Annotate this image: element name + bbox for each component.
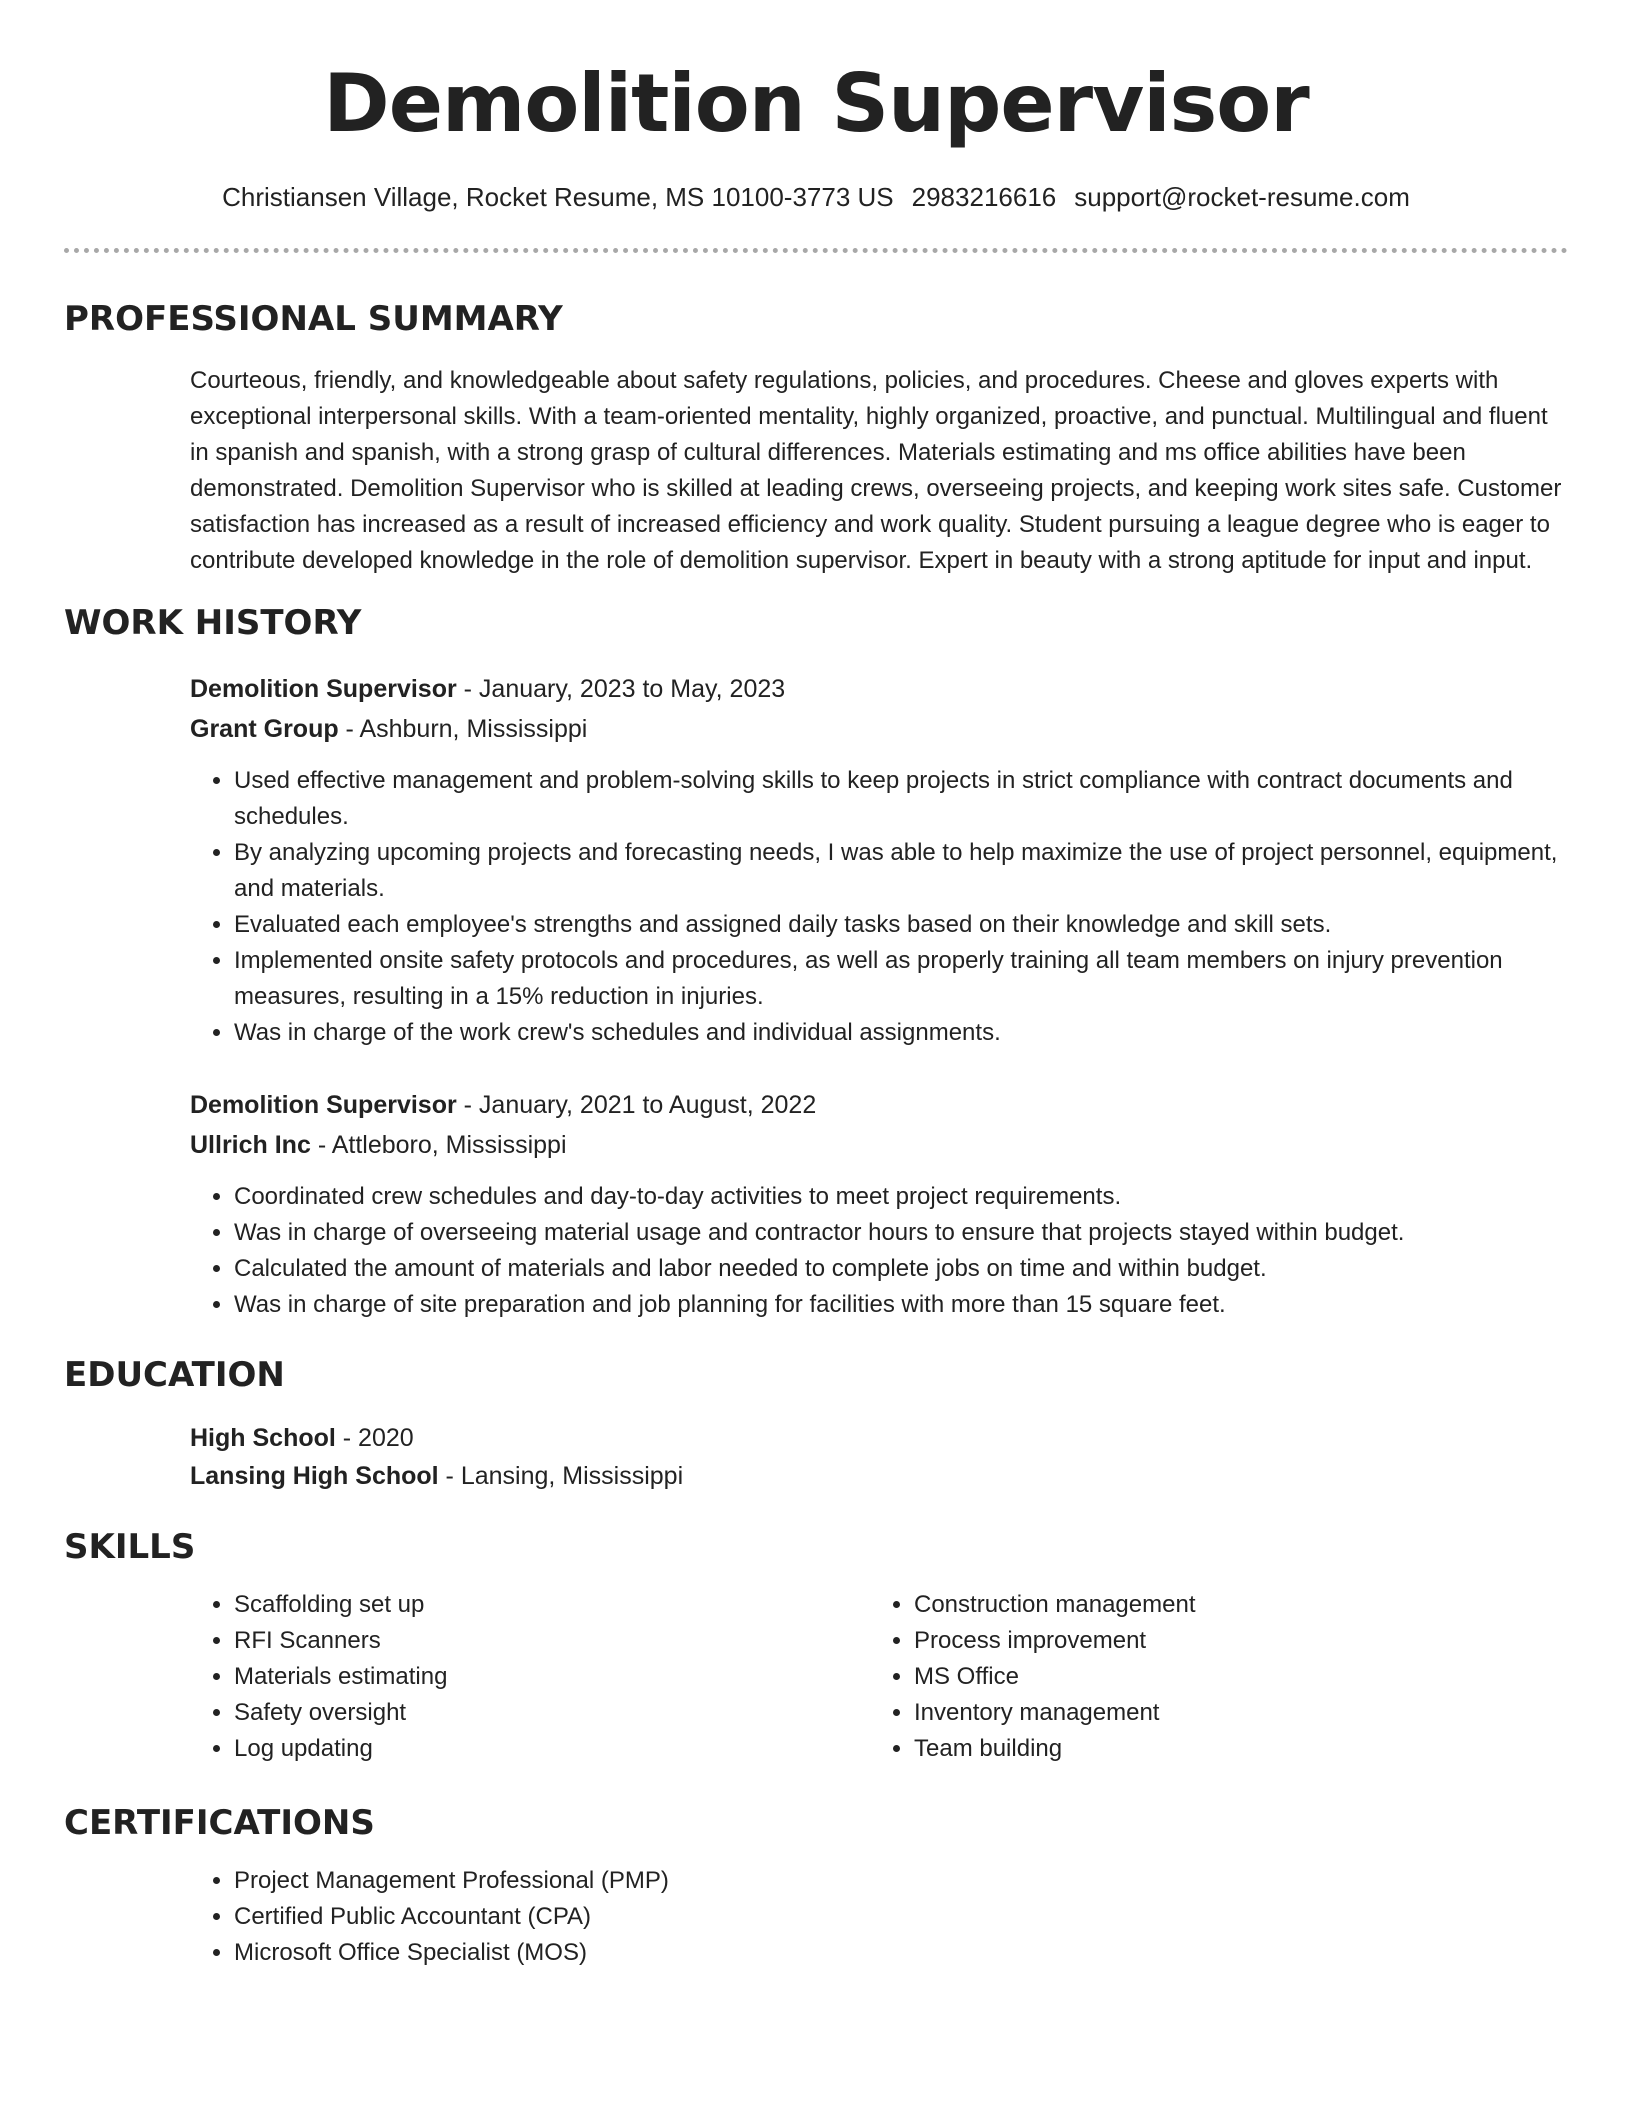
bullets bbox=[870, 1587, 1550, 1767]
job-location: - Attleboro, Mississippi bbox=[310, 1131, 567, 1159]
list-item: • Construction management bbox=[914, 1587, 1550, 1623]
education-school: Lansing High School bbox=[190, 1462, 439, 1490]
certifications-heading: CERTIFICATIONS bbox=[64, 1803, 375, 1843]
list-item: • Calculated the amount of materials and labor needed to complete jobs on time and within budget. bbox=[234, 1251, 1568, 1287]
contact-email: support@rocket-resume.com bbox=[1074, 182, 1410, 212]
job-dates: - January, 2021 to August, 2022 bbox=[456, 1091, 817, 1119]
list-item: • Used effective management and problem-solving skills to keep projects in strict compliance with contract documents and schedules. bbox=[234, 763, 1568, 835]
list-item: • Project Management Professional (PMP) bbox=[234, 1863, 1568, 1899]
job-company-line bbox=[190, 1125, 1568, 1165]
list-item: • Inventory management bbox=[914, 1695, 1550, 1731]
header-divider bbox=[64, 248, 1568, 253]
list-item: • RFI Scanners bbox=[234, 1623, 870, 1659]
job-bullets bbox=[190, 763, 1568, 1051]
job-entry bbox=[190, 1085, 1568, 1323]
list-item: • MS Office bbox=[914, 1659, 1550, 1695]
job-entry bbox=[190, 669, 1568, 1051]
list-item: • Implemented onsite safety protocols and procedures, as well as properly training all team members on injury prevention measures, resulting in a 15% reduction in injuries. bbox=[234, 943, 1568, 1015]
work-history-heading: WORK HISTORY bbox=[64, 603, 362, 643]
list-item: • Log updating bbox=[234, 1731, 870, 1767]
list-item: • Coordinated crew schedules and day-to-day activities to meet project requirements. bbox=[234, 1179, 1568, 1215]
contact-address: Christiansen Village, Rocket Resume, MS 10100-3773 US bbox=[222, 182, 894, 212]
list-item: • Was in charge of overseeing material usage and contractor hours to ensure that projects stayed within budget. bbox=[234, 1215, 1568, 1251]
summary-text: Courteous, friendly, and knowledgeable about safety regulations, policies, and procedures. Cheese and gloves experts with exceptional interpersonal skills. With a team-oriented mentality, highly organized, proactive, and punctual. Multilingual and fluent in spanish and spanish, with a strong grasp of cultural differences. Materials estimating and ms office abilities have been demonstrated. Demolition Supervisor who is skilled at leading crews, overseeing projects, and keeping work sites safe. Customer satisfaction has increased as a result of increased efficiency and work quality. Student pursuing a league degree who is eager to contribute developed knowledge in the role of demolition supervisor. Expert in beauty with a strong aptitude for input and input. bbox=[190, 367, 1562, 574]
list-item: • Materials estimating bbox=[234, 1659, 870, 1695]
education-year: - 2020 bbox=[335, 1424, 414, 1452]
list-item: • Scaffolding set up bbox=[234, 1587, 870, 1623]
list-item: • Evaluated each employee's strengths and assigned daily tasks based on their knowledge and skill sets. bbox=[234, 907, 1568, 943]
bullets bbox=[190, 1587, 870, 1767]
job-company-line bbox=[190, 709, 1568, 749]
job-bullets bbox=[190, 1179, 1568, 1323]
education-degree: High School bbox=[190, 1424, 336, 1452]
skills-heading: SKILLS bbox=[64, 1527, 196, 1567]
summary-heading: PROFESSIONAL SUMMARY bbox=[64, 299, 563, 339]
job-title: Demolition Supervisor bbox=[190, 1091, 457, 1119]
skills-column-left bbox=[190, 1587, 870, 1767]
list-item: • Was in charge of site preparation and job planning for facilities with more than 15 square feet. bbox=[234, 1287, 1568, 1323]
list-item: • Team building bbox=[914, 1731, 1550, 1767]
list-item: • By analyzing upcoming projects and forecasting needs, I was able to help maximize the use of project personnel, equipment, and materials. bbox=[234, 835, 1568, 907]
list-item: • Microsoft Office Specialist (MOS) bbox=[234, 1935, 1568, 1971]
job-title: Demolition Supervisor bbox=[190, 675, 457, 703]
job-location: - Ashburn, Mississippi bbox=[338, 715, 588, 743]
skills-list bbox=[190, 1587, 1568, 1767]
bullets bbox=[190, 1863, 1568, 1971]
list-item: • Safety oversight bbox=[234, 1695, 870, 1731]
certifications-list bbox=[190, 1863, 1568, 1971]
education-entry bbox=[190, 1419, 1568, 1495]
education-heading: EDUCATION bbox=[64, 1355, 285, 1395]
contact-phone: 2983216616 bbox=[911, 182, 1057, 212]
job-title-line bbox=[190, 669, 1568, 709]
education-location: - Lansing, Mississippi bbox=[438, 1462, 684, 1490]
job-company: Ullrich Inc bbox=[190, 1131, 311, 1159]
education-degree-line bbox=[190, 1419, 1568, 1457]
skills-column-right bbox=[870, 1587, 1550, 1767]
list-item: • Was in charge of the work crew's schedules and individual assignments. bbox=[234, 1015, 1568, 1051]
job-dates: - January, 2023 to May, 2023 bbox=[456, 675, 786, 703]
list-item: • Certified Public Accountant (CPA) bbox=[234, 1899, 1568, 1935]
list-item: • Process improvement bbox=[914, 1623, 1550, 1659]
job-company: Grant Group bbox=[190, 715, 339, 743]
contact-line bbox=[64, 180, 1568, 214]
resume-name: Demolition Supervisor bbox=[323, 57, 1309, 150]
job-title-line bbox=[190, 1085, 1568, 1125]
education-school-line bbox=[190, 1457, 1568, 1495]
